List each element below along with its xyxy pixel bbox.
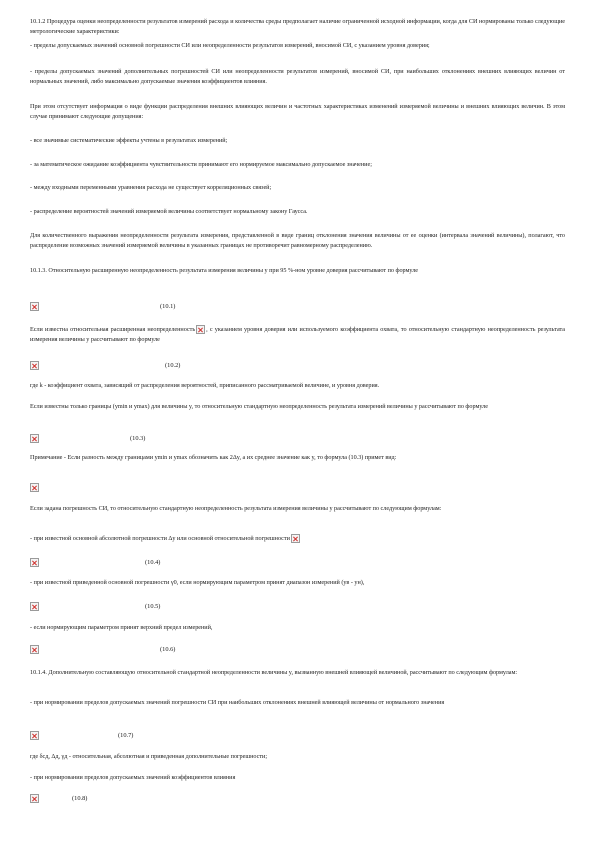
list-item: [30, 136, 565, 146]
formula-10-6: [30, 645, 565, 659]
list-item: [30, 698, 565, 708]
paragraph: [30, 381, 565, 391]
paragraph-text: где k - коэффициент охвата, зависящий от распределения вероятностей, приписанного рассматриваемой величине, и уровня доверия.: [30, 382, 380, 389]
formula-10-5: [30, 602, 565, 616]
paragraph: [30, 402, 565, 412]
paragraph-text: - за математическое ожидание коэффициента чувствительности принимают его нормируемое максимально допускаемое значение;: [30, 161, 372, 168]
paragraph-10-1-4: [30, 668, 565, 678]
paragraph-text: - все значимые систематические эффекты учтены в результатах измерений;: [30, 137, 228, 144]
paragraph-text: 10.1.3. Относительную расширенную неопределенность результата измерения величины y при 95 %-ном уровне доверия рассчитывают по формуле: [30, 267, 419, 274]
paragraph-10-1-3: [30, 266, 565, 276]
formula-number: (10.7): [118, 732, 134, 739]
formula-unnumbered: [30, 483, 565, 497]
paragraph-text: Для количественного выражения неопределенности результата измерения, представленной в виде границ отклонения значения величины от ее оценки (интервала значений величины), полагают, что распределение возможных значений измеряемой величины в указанных границах не противоречит равномерному распределению.: [30, 232, 565, 249]
broken-image-icon: [30, 483, 39, 492]
paragraph-text: - пределы допускаемых значений дополнительных погрешностей СИ или неопределенности результатов измерений, вносимой СИ, при наибольших отклонениях внешних влияющих величин от нормальных значений, либо максимально допускаемые значения коэффициентов влияния.: [30, 68, 565, 85]
paragraph-text: - между входными переменными уравнения расхода не существует корреляционных связей;: [30, 184, 272, 191]
paragraph-text: Если известны только границы (ymin и ymax) для величины y, то относительную стандартную неопределенность результата измерений величины y рассчитывают по формуле: [30, 403, 488, 410]
formula-10-4: [30, 558, 565, 572]
paragraph-text: При этом отсутствует информация о виде функции распределения внешних влияющих величин и частотных характеристиках изменений измеряемой величины и внешних влияющих величин. В этом случае принимают следующие допущения:: [30, 103, 565, 120]
list-item: [30, 773, 565, 783]
paragraph: [30, 325, 565, 344]
broken-image-icon: [30, 434, 39, 443]
note: [30, 453, 565, 463]
paragraph-text: Примечание - Если разность между границами ymin и ymax обозначить как 2Δy, а их среднее значение как y, то формула (10.3) примет вид:: [30, 454, 397, 461]
formula-number: (10.3): [130, 435, 146, 442]
formula-number: (10.2): [165, 362, 181, 369]
formula-number: (10.6): [160, 646, 176, 653]
paragraph-text: - при нормировании пределов допускаемых значений погрешности СИ при наибольших отклонениях внешней влияющей величины от нормального значения: [30, 699, 445, 706]
broken-image-icon: [30, 361, 39, 370]
paragraph-text: где δсд, Δд, γд - относительная, абсолютная и приведенная дополнительные погрешности;: [30, 753, 268, 760]
broken-image-icon: [30, 602, 39, 611]
broken-image-icon: [30, 558, 39, 567]
paragraph-text-part: - при известной основной абсолютной погрешности Δy или основной относительной погрешности: [30, 535, 290, 542]
list-item: [30, 534, 565, 544]
paragraph-text-part: , с указанием уровня доверия или используемого коэффициента охвата, то относительную стандартную неопределенность результата измерения величины y рассчитывают по формуле: [30, 326, 565, 343]
list-item: [30, 623, 565, 633]
paragraph-text: Если задана погрешность СИ, то относительную стандартную неопределенность результата измерения величины y рассчитывают по следующим формулам:: [30, 505, 442, 512]
formula-10-3: [30, 434, 565, 448]
paragraph-text: 10.1.2 Процедура оценки неопределенности результатов измерений расхода и количества среды предполагает наличие ограниченной исходной информации, когда для СИ нормированы только следующие метрологические характеристики:: [30, 18, 565, 35]
formula-10-8: [30, 794, 565, 808]
broken-image-icon: [30, 731, 39, 740]
broken-image-icon: [30, 794, 39, 803]
formula-number: (10.4): [145, 559, 161, 566]
paragraph-text: - если нормирующим параметром принят верхний предел измерений,: [30, 624, 213, 631]
paragraph-text: - пределы допускаемых значений основной погрешности СИ или неопределенности результатов измерений, вносимой СИ, с указанием уровня доверия;: [30, 42, 430, 49]
paragraph-10-1-2: [30, 17, 565, 36]
formula-10-2: [30, 361, 565, 375]
paragraph-text: - при нормировании пределов допускаемых значений коэффициентов влияния: [30, 774, 236, 781]
broken-image-icon: [30, 645, 39, 654]
broken-image-icon: [291, 534, 300, 543]
paragraph-text: - распределение вероятностей значений измеряемой величины соответствует нормальному закону Гаусса.: [30, 208, 308, 215]
formula-number: (10.5): [145, 603, 161, 610]
formula-10-1: [30, 302, 565, 316]
list-item: [30, 41, 565, 51]
list-item: [30, 578, 565, 588]
formula-number: (10.1): [160, 303, 176, 310]
broken-image-icon: [30, 302, 39, 311]
paragraph-text-part: Если известна относительная расширенная неопределенность: [30, 326, 196, 333]
paragraph-text: [30, 534, 565, 544]
broken-image-icon: [196, 325, 205, 334]
paragraph: [30, 102, 565, 121]
list-item: [30, 207, 565, 217]
paragraph-text: [30, 325, 565, 344]
list-item: [30, 160, 565, 170]
list-item: [30, 183, 565, 193]
paragraph: [30, 231, 565, 250]
paragraph-text: 10.1.4. Дополнительную составляющую относительной стандартной неопределенности величины y, вызванную внешней влияющей величиной, рассчитывают по следующим формулам:: [30, 669, 518, 676]
formula-number: (10.8): [72, 795, 88, 802]
paragraph-text: - при известной приведенной основной погрешности γ0, если нормирующим параметром принят диапазон измерений (yв - yн),: [30, 579, 365, 586]
list-item: [30, 67, 565, 86]
paragraph: [30, 504, 565, 514]
paragraph: [30, 752, 565, 762]
formula-10-7: [30, 731, 565, 745]
